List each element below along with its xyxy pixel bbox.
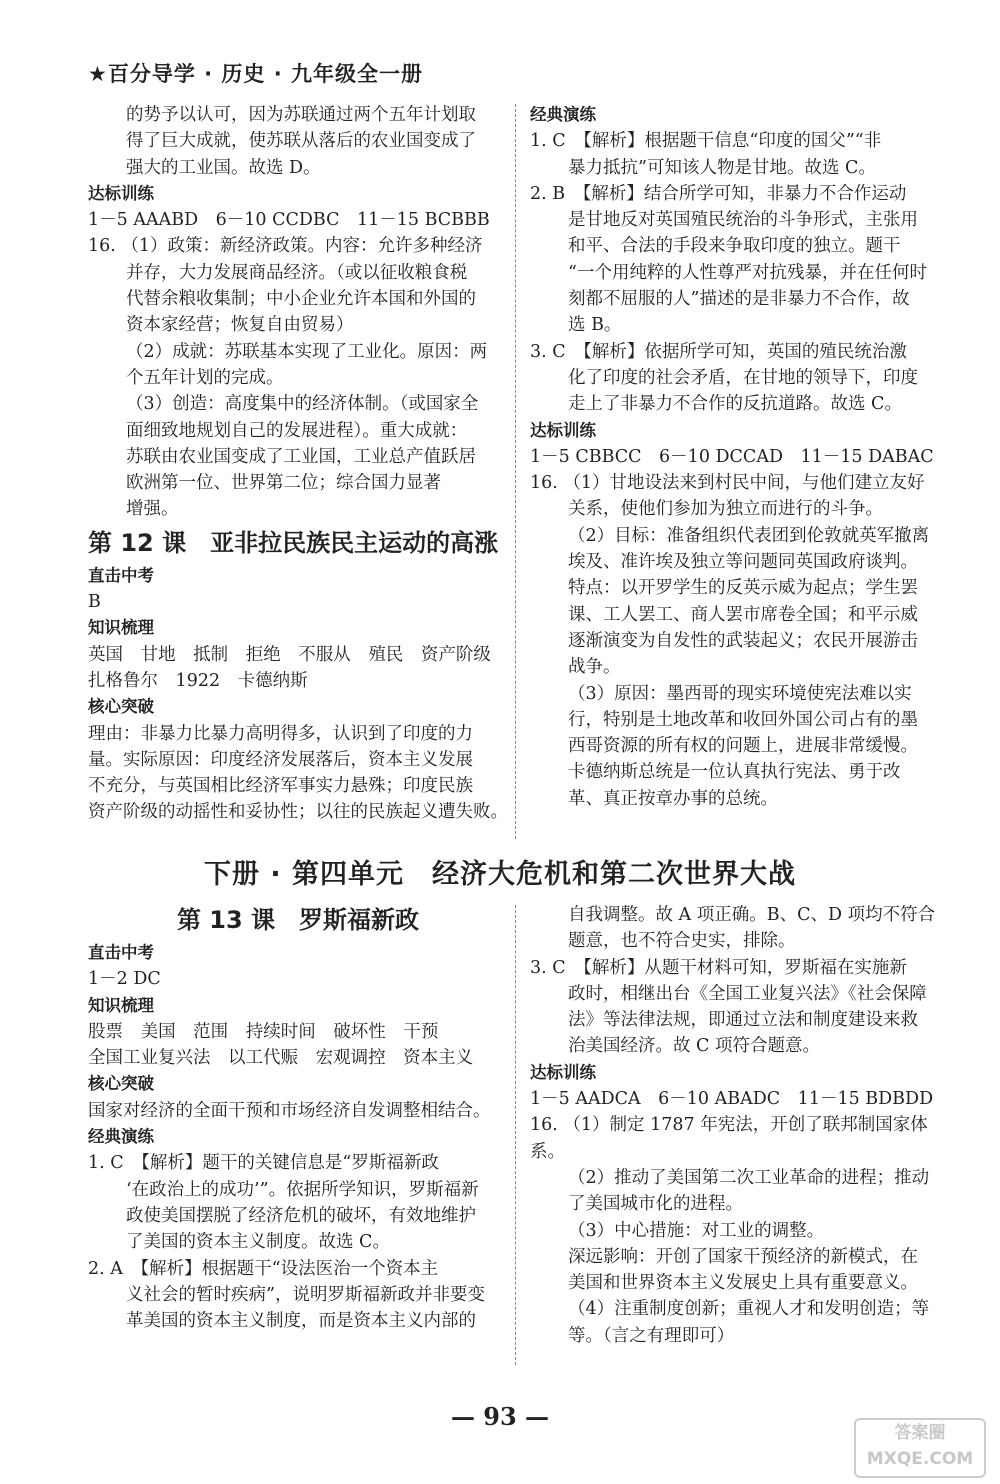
section-heading: 知识梳理 [88,995,154,1015]
text-line: 苏联由农业国变成了工业国，工业总产值跃居 [126,446,476,467]
text-line: 资本家经营；恢复自由贸易） [126,315,354,336]
text-line: 政时，相继出台《全国工业复兴法》《社会保障 [568,983,927,1004]
text-line: “一个用纯粹的人性尊严对抗残暴，并在任何时 [568,262,927,283]
text-line: 暴力抵抗”可知该人物是甘地。故选 C。 [568,157,876,178]
watermark-bottom-text: MXQE.COM [866,1449,974,1469]
text-line: 美国和世界资本主义发展史上具有重要意义。 [568,1273,918,1294]
text-line: 英国 甘地 抵制 拒绝 不服从 殖民 资产阶级 [88,644,491,665]
text-line: 代替余粮收集制；中小企业允许本国和外国的 [126,289,476,310]
text-line: 治美国经济。故 C 项符合题意。 [568,1036,821,1057]
text-line: 1－2 DC [88,969,161,990]
text-line: 16. （1）制定 1787 年宪法，开创了联邦制国家体系。 [530,1115,928,1162]
text-line: 全国工业复兴法 以工代赈 宏观调控 资本主义 [88,1048,474,1069]
text-line: 增强。 [126,499,179,520]
section-heading: 直击中考 [88,565,154,585]
text-line: 特点：以开罗学生的反英示威为起点；学生罢 [568,578,918,599]
text-line: 16. （1）甘地设法来到村民中间，与他们建立友好 [530,473,925,494]
text-line: 面细致地规划自己的发展进程）。重大成就： [126,420,468,441]
text-line: 关系，使他们参加为独立而进行的斗争。 [568,499,883,520]
text-line: （2）推动了美国第二次工业革命的进程；推动 [568,1167,930,1188]
text-line: 股票 美国 范围 持续时间 破坏性 干预 [88,1021,439,1042]
text-line: 卡德纳斯总统是一位认真执行宪法、勇于改 [568,762,901,783]
text-line: 欧洲第一位、世界第二位；综合国力显著 [126,473,441,494]
text-line: 2. A 【解析】根据题干“设法医治一个资本主 [88,1258,439,1279]
text-line: 化了印度的社会矛盾，在甘地的领导下，印度 [568,367,918,388]
text-line: 不充分，与英国相比经济军事实力悬殊；印度民族 [88,776,473,797]
text-line: 1－5 AADCA 6－10 ABADC 11－15 BDBDD [530,1089,934,1110]
text-line: 选 B。 [568,315,622,336]
text-line: 量。实际原因：印度经济发展落后，资本主义发展 [88,749,473,770]
page-number: — 93 — [450,1402,550,1431]
text-line: 1－5 AAABD 6－10 CCDBC 11－15 BCBBB [88,210,490,231]
text-line: 得了巨大成就，使苏联从落后的农业国变成了 [126,131,476,152]
text-line: 和平、合法的手段来争取印度的独立。题干 [568,236,901,257]
text-line: 法》等法律法规，即通过立法和制度建设来救 [568,1010,918,1031]
text-line: 等。（言之有理即可） [568,1325,735,1346]
text-line: 刻都不屈服的人”描述的是非暴力不合作，故 [568,289,910,310]
text-line: 了美国城市化的进程。 [568,1194,743,1215]
section-heading: 核心突破 [88,1074,154,1094]
text-line: 革、真正按章办事的总统。 [568,788,778,809]
text-line: 理由：非暴力比暴力高明得多，认识到了印度的力 [88,723,473,744]
top-left-column [88,102,508,826]
section-heading: 达标训练 [530,420,596,440]
text-line: 国家对经济的全面干预和市场经济自发调整相结合。 [88,1100,491,1121]
text-line: 扎格鲁尔 1922 卡德纳斯 [88,670,308,691]
section-heading: 经典演练 [88,1127,154,1147]
text-line: B [88,592,101,613]
text-line: 2. B 【解析】结合所学可知，非暴力不合作运动 [530,183,907,204]
text-line: （3）中心措施：对工业的调整。 [568,1220,825,1241]
text-line: 义社会的暂时疾病”，说明罗斯福新政并非要变 [126,1284,485,1305]
text-line: 16. （1）政策：新经济政策。内容：允许多种经济 [88,236,483,257]
text-line: 的势予以认可，因为苏联通过两个五年计划取 [126,105,476,125]
text-line: 个五年计划的完成。 [126,367,284,388]
text-line: 课、工人罢工、商人罢市席卷全国；和平示威 [568,604,918,625]
text-line: 走上了非暴力不合作的反抗道路。故选 C。 [568,394,902,415]
top-right-column [530,102,950,812]
text-line: 1－5 CBBCC 6－10 DCCAD 11－15 DABAC [530,446,934,467]
text-line: 资产阶级的动摇性和妥协性；以往的民族起义遭失败。 [88,802,508,823]
text-line: （3）创造：高度集中的经济体制。（或国家全 [126,394,479,415]
bottom-left-column [88,900,508,1334]
text-line: 是甘地反对英国殖民统治的斗争形式，主张用 [568,210,918,231]
text-line: 西哥资源的所有权的问题上，进展非常缓慢。 [568,736,918,757]
text-line: （2）目标：准备组织代表团到伦敦就英军撤离 [568,525,930,546]
text-line: 埃及、准许埃及独立等问题同英国政府谈判。 [568,552,918,573]
section-heading: 直击中考 [88,943,154,962]
lesson-title: 第 13 课 罗斯福新政 [176,906,420,934]
column-divider-bottom [515,905,516,1365]
text-line: ‘在政治上的成功’”。依据所学知识，罗斯福新 [126,1179,479,1200]
text-line: 3. C 【解析】从题干材料可知，罗斯福在实施新 [530,957,907,978]
lesson-title: 第 12 课 亚非拉民族民主运动的高涨 [88,528,499,557]
text-line: 强大的工业国。故选 D。 [126,157,321,178]
unit-title: 下册 · 第四单元 经济大危机和第二次世界大战 [203,859,797,890]
text-line: 战争。 [568,657,621,678]
watermark-top-text: 答案圈 [894,1423,946,1443]
text-line: （4）注重制度创新；重视人才和发明创造；等 [568,1299,930,1320]
section-heading: 知识梳理 [88,618,154,638]
text-line: 题意，也不符合史实，排除。 [568,931,796,952]
text-line: （2）成就：苏联基本实现了工业化。原因：两 [126,341,488,362]
section-heading: 经典演练 [530,105,596,124]
text-line: 1. C 【解析】题干的关键信息是“罗斯福新政 [88,1153,439,1174]
text-line: （3）原因：墨西哥的现实环境使宪法难以实 [568,683,912,704]
column-divider-top [515,104,516,839]
text-line: 行，特别是土地改革和收回外国公司占有的墨 [568,709,918,730]
text-line: 自我调整。故 A 项正确。B、C、D 项均不符合 [568,905,936,925]
bottom-right-column [530,902,950,1349]
text-line: 了美国的资本主义制度。故选 C。 [126,1232,390,1253]
book-header: ★百分导学 · 历史 · 九年级全一册 [88,62,424,86]
text-line: 政使美国摆脱了经济危机的破坏，有效地维护 [126,1205,476,1226]
text-line: 3. C 【解析】依据所学可知，英国的殖民统治激 [530,341,907,362]
section-heading: 达标训练 [530,1062,596,1082]
section-heading: 达标训练 [88,183,154,203]
text-line: 革美国的资本主义制度，而是资本主义内部的 [126,1311,476,1332]
watermark-logo [854,1418,986,1478]
text-line: 并存，大力发展商品经济。（或以征收粮食税 [126,262,468,283]
section-heading: 核心突破 [88,697,154,717]
text-line: 1. C 【解析】根据题干信息“印度的国父”“非 [530,131,882,152]
text-line: 逐渐演变为自发性的武装起义；农民开展游击 [568,630,918,651]
text-line: 深远影响：开创了国家干预经济的新模式，在 [568,1246,918,1267]
